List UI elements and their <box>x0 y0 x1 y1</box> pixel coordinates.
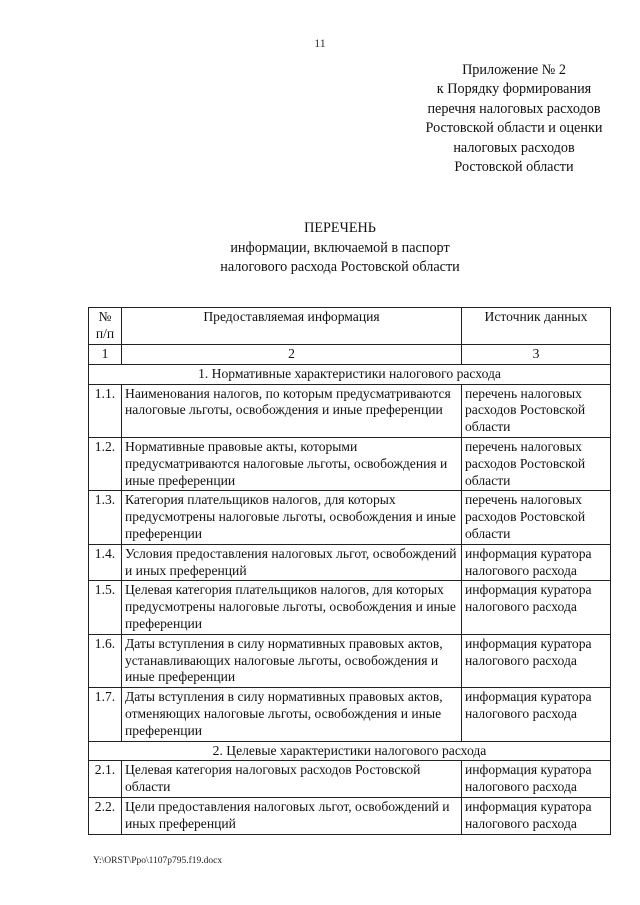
header-source: Источник данных <box>462 308 611 345</box>
file-path: Y:\ORST\Ppo\1107p795.f19.docx <box>93 856 223 866</box>
header-row <box>89 308 611 345</box>
row-info: Даты вступления в силу нормативных правовых актов, устанавливающих налоговые льготы, освобождения и иные преференции <box>122 634 462 687</box>
column-number: 3 <box>462 345 611 365</box>
table-body <box>89 308 611 835</box>
info-table <box>88 307 611 835</box>
row-info: Целевая категория налоговых расходов Ростовской области <box>122 761 462 798</box>
section-title: 2. Целевые характеристики налогового расхода <box>89 741 611 761</box>
row-number: 1.7. <box>89 688 122 741</box>
table-row <box>89 581 611 634</box>
appendix-line: Ростовской области <box>454 159 574 176</box>
row-number: 1.5. <box>89 581 122 634</box>
row-number: 1.3. <box>89 491 122 544</box>
title-main: ПЕРЕЧЕНЬ <box>304 220 376 236</box>
column-number: 1 <box>89 345 122 365</box>
appendix-header <box>400 61 628 177</box>
row-number: 2.2. <box>89 797 122 834</box>
table-row <box>89 797 611 834</box>
appendix-line: Приложение № 2 <box>462 62 566 78</box>
appendix-line: к Порядку формирования <box>436 81 592 98</box>
table-row <box>89 491 611 544</box>
row-source: информация куратора налогового расхода <box>462 634 611 687</box>
row-source: информация куратора налогового расхода <box>462 797 611 834</box>
document-title <box>0 219 640 278</box>
row-source: информация куратора налогового расхода <box>462 544 611 581</box>
row-info: Цели предоставления налоговых льгот, освобождений и иных преференций <box>122 797 462 834</box>
row-number: 2.1. <box>89 761 122 798</box>
row-info: Даты вступления в силу нормативных правовых актов, отменяющих налоговые льготы, освобождения и иные преференции <box>122 688 462 741</box>
row-info: Наименования налогов, по которым предусматриваются налоговые льготы, освобождения и иные преференции <box>122 384 462 437</box>
row-number: 1.4. <box>89 544 122 581</box>
row-source: перечень налоговых расходов Ростовской области <box>462 491 611 544</box>
table-row <box>89 544 611 581</box>
appendix-line: перечня налоговых расходов <box>427 100 601 117</box>
row-info: Нормативные правовые акты, которыми предусматриваются налоговые льготы, освобождения и иные преференции <box>122 437 462 490</box>
row-source: перечень налоговых расходов Ростовской области <box>462 437 611 490</box>
row-number: 1.1. <box>89 384 122 437</box>
appendix-line: Ростовской области и оценки <box>425 120 603 137</box>
table-row <box>89 384 611 437</box>
row-info: Категория плательщиков налогов, для которых предусмотрены налоговые льготы, освобождения и иные преференции <box>122 491 462 544</box>
table-row <box>89 634 611 687</box>
row-source: информация куратора налогового расхода <box>462 581 611 634</box>
column-number-row <box>89 345 611 365</box>
title-line: налогового расхода Ростовской области <box>220 259 460 275</box>
table-row <box>89 437 611 490</box>
row-source: информация куратора налогового расхода <box>462 688 611 741</box>
row-number: 1.6. <box>89 634 122 687</box>
table-row <box>89 761 611 798</box>
section-row <box>89 741 611 761</box>
title-line: информации, включаемой в паспорт <box>230 239 450 256</box>
header-num: № п/п <box>89 308 122 345</box>
row-number: 1.2. <box>89 437 122 490</box>
column-number: 2 <box>122 345 462 365</box>
page-number: 11 <box>314 36 326 50</box>
row-info: Целевая категория плательщиков налогов, для которых предусмотрены налоговые льготы, освобождения и иные преференции <box>122 581 462 634</box>
row-source: перечень налоговых расходов Ростовской области <box>462 384 611 437</box>
header-info: Предоставляемая информация <box>122 308 462 345</box>
row-info: Условия предоставления налоговых льгот, освобождений и иных преференций <box>122 544 462 581</box>
section-title: 1. Нормативные характеристики налогового расхода <box>89 364 611 384</box>
table-row <box>89 688 611 741</box>
row-source: информация куратора налогового расхода <box>462 761 611 798</box>
appendix-line: налоговых расходов <box>453 139 575 156</box>
section-row <box>89 364 611 384</box>
